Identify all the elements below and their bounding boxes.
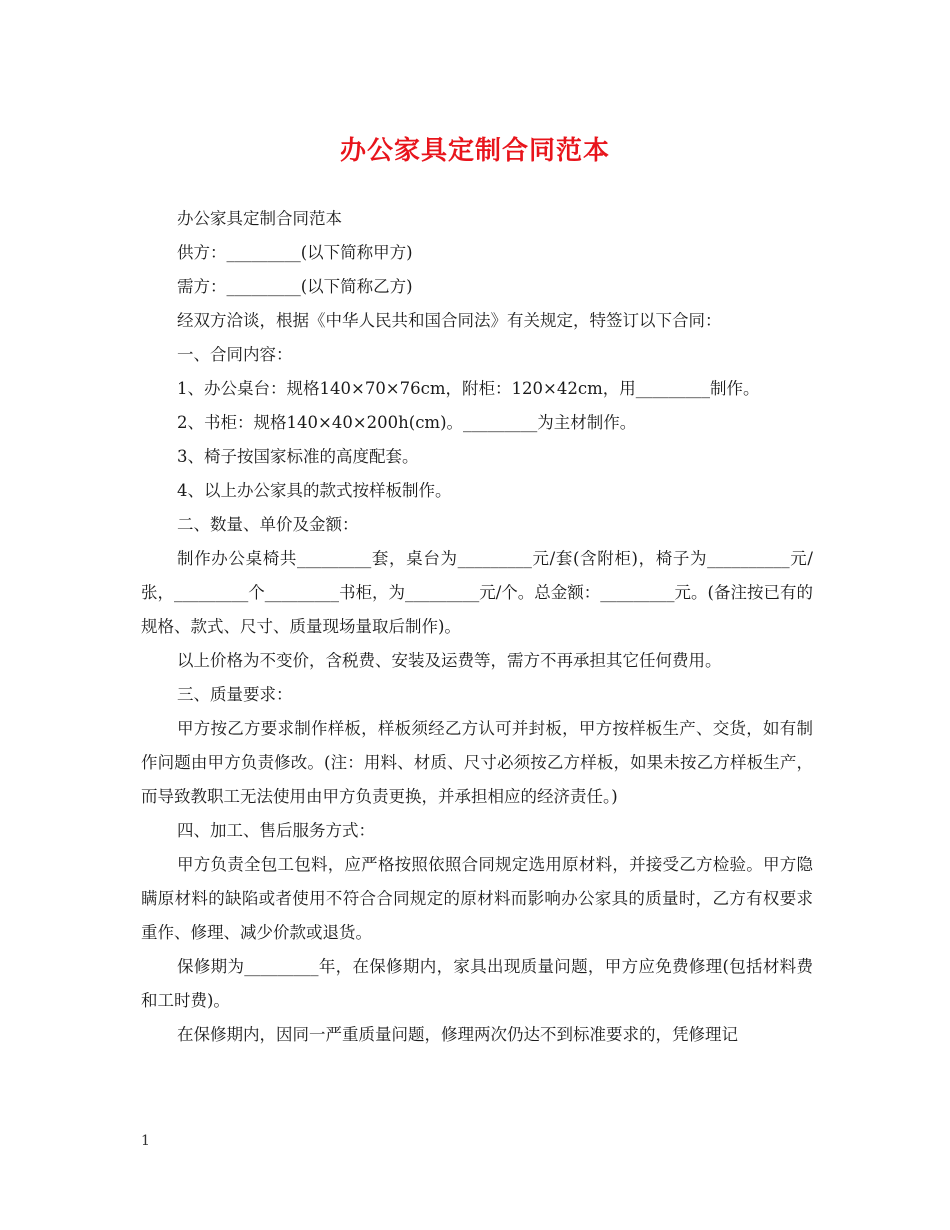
list-item: 3、椅子按国家标准的高度配套。 — [177, 447, 419, 466]
page-number: 1 — [141, 1133, 150, 1149]
section-heading: 一、合同内容： — [177, 345, 293, 364]
paragraph-buyer: 需方：_________(以下简称乙方) — [177, 277, 413, 296]
paragraph: 制作办公桌椅共_________套，桌台为_________元/套(含附柜)，椅子为__________元/张，_________个_________书柜，为_________元/个。总金额：_________元。(备注按已有的规格、款式、尺寸、质量现场量取后制作)。 — [141, 549, 813, 636]
paragraph: 在保修期内，因同一严重质量问题，修理两次仍达不到标准要求的，凭修理记 — [177, 1025, 738, 1044]
list-item: 2、书柜：规格140×40×200h(cm)。_________为主材制作。 — [177, 413, 637, 432]
paragraph: 以上价格为不变价，含税费、安装及运费等，需方不再承担其它任何费用。 — [177, 651, 722, 670]
paragraph-supplier: 供方：_________(以下简称甲方) — [177, 243, 413, 262]
document-body — [141, 202, 813, 1052]
paragraph: 经双方洽谈，根据《中华人民共和国合同法》有关规定，特签订以下合同： — [177, 311, 722, 330]
paragraph: 甲方负责全包工包料，应严格按照依照合同规定选用原材料，并接受乙方检验。甲方隐瞒原材料的缺陷或者使用不符合合同规定的原材料而影响办公家具的质量时，乙方有权要求重作、修理、减少价款或退货。 — [141, 855, 813, 942]
list-item: 1、办公桌台：规格140×70×76cm，附柜：120×42cm，用_________制作。 — [177, 379, 760, 398]
list-item: 4、以上办公家具的款式按样板制作。 — [177, 481, 452, 500]
paragraph: 甲方按乙方要求制作样板，样板须经乙方认可并封板，甲方按样板生产、交货，如有制作问题由甲方负责修改。(注：用料、材质、尺寸必须按乙方样板，如果未按乙方样板生产，而导致教职工无法使用由甲方负责更换，并承担相应的经济责任。) — [141, 719, 813, 806]
section-heading: 四、加工、售后服务方式： — [177, 821, 375, 840]
paragraph: 保修期为_________年，在保修期内，家具出现质量问题，甲方应免费修理(包括材料费和工时费)。 — [141, 957, 813, 1010]
section-heading: 二、数量、单价及金额： — [177, 515, 359, 534]
section-heading: 三、质量要求： — [177, 685, 293, 704]
document-title: 办公家具定制合同范本 — [339, 136, 610, 166]
paragraph: 办公家具定制合同范本 — [177, 209, 342, 228]
